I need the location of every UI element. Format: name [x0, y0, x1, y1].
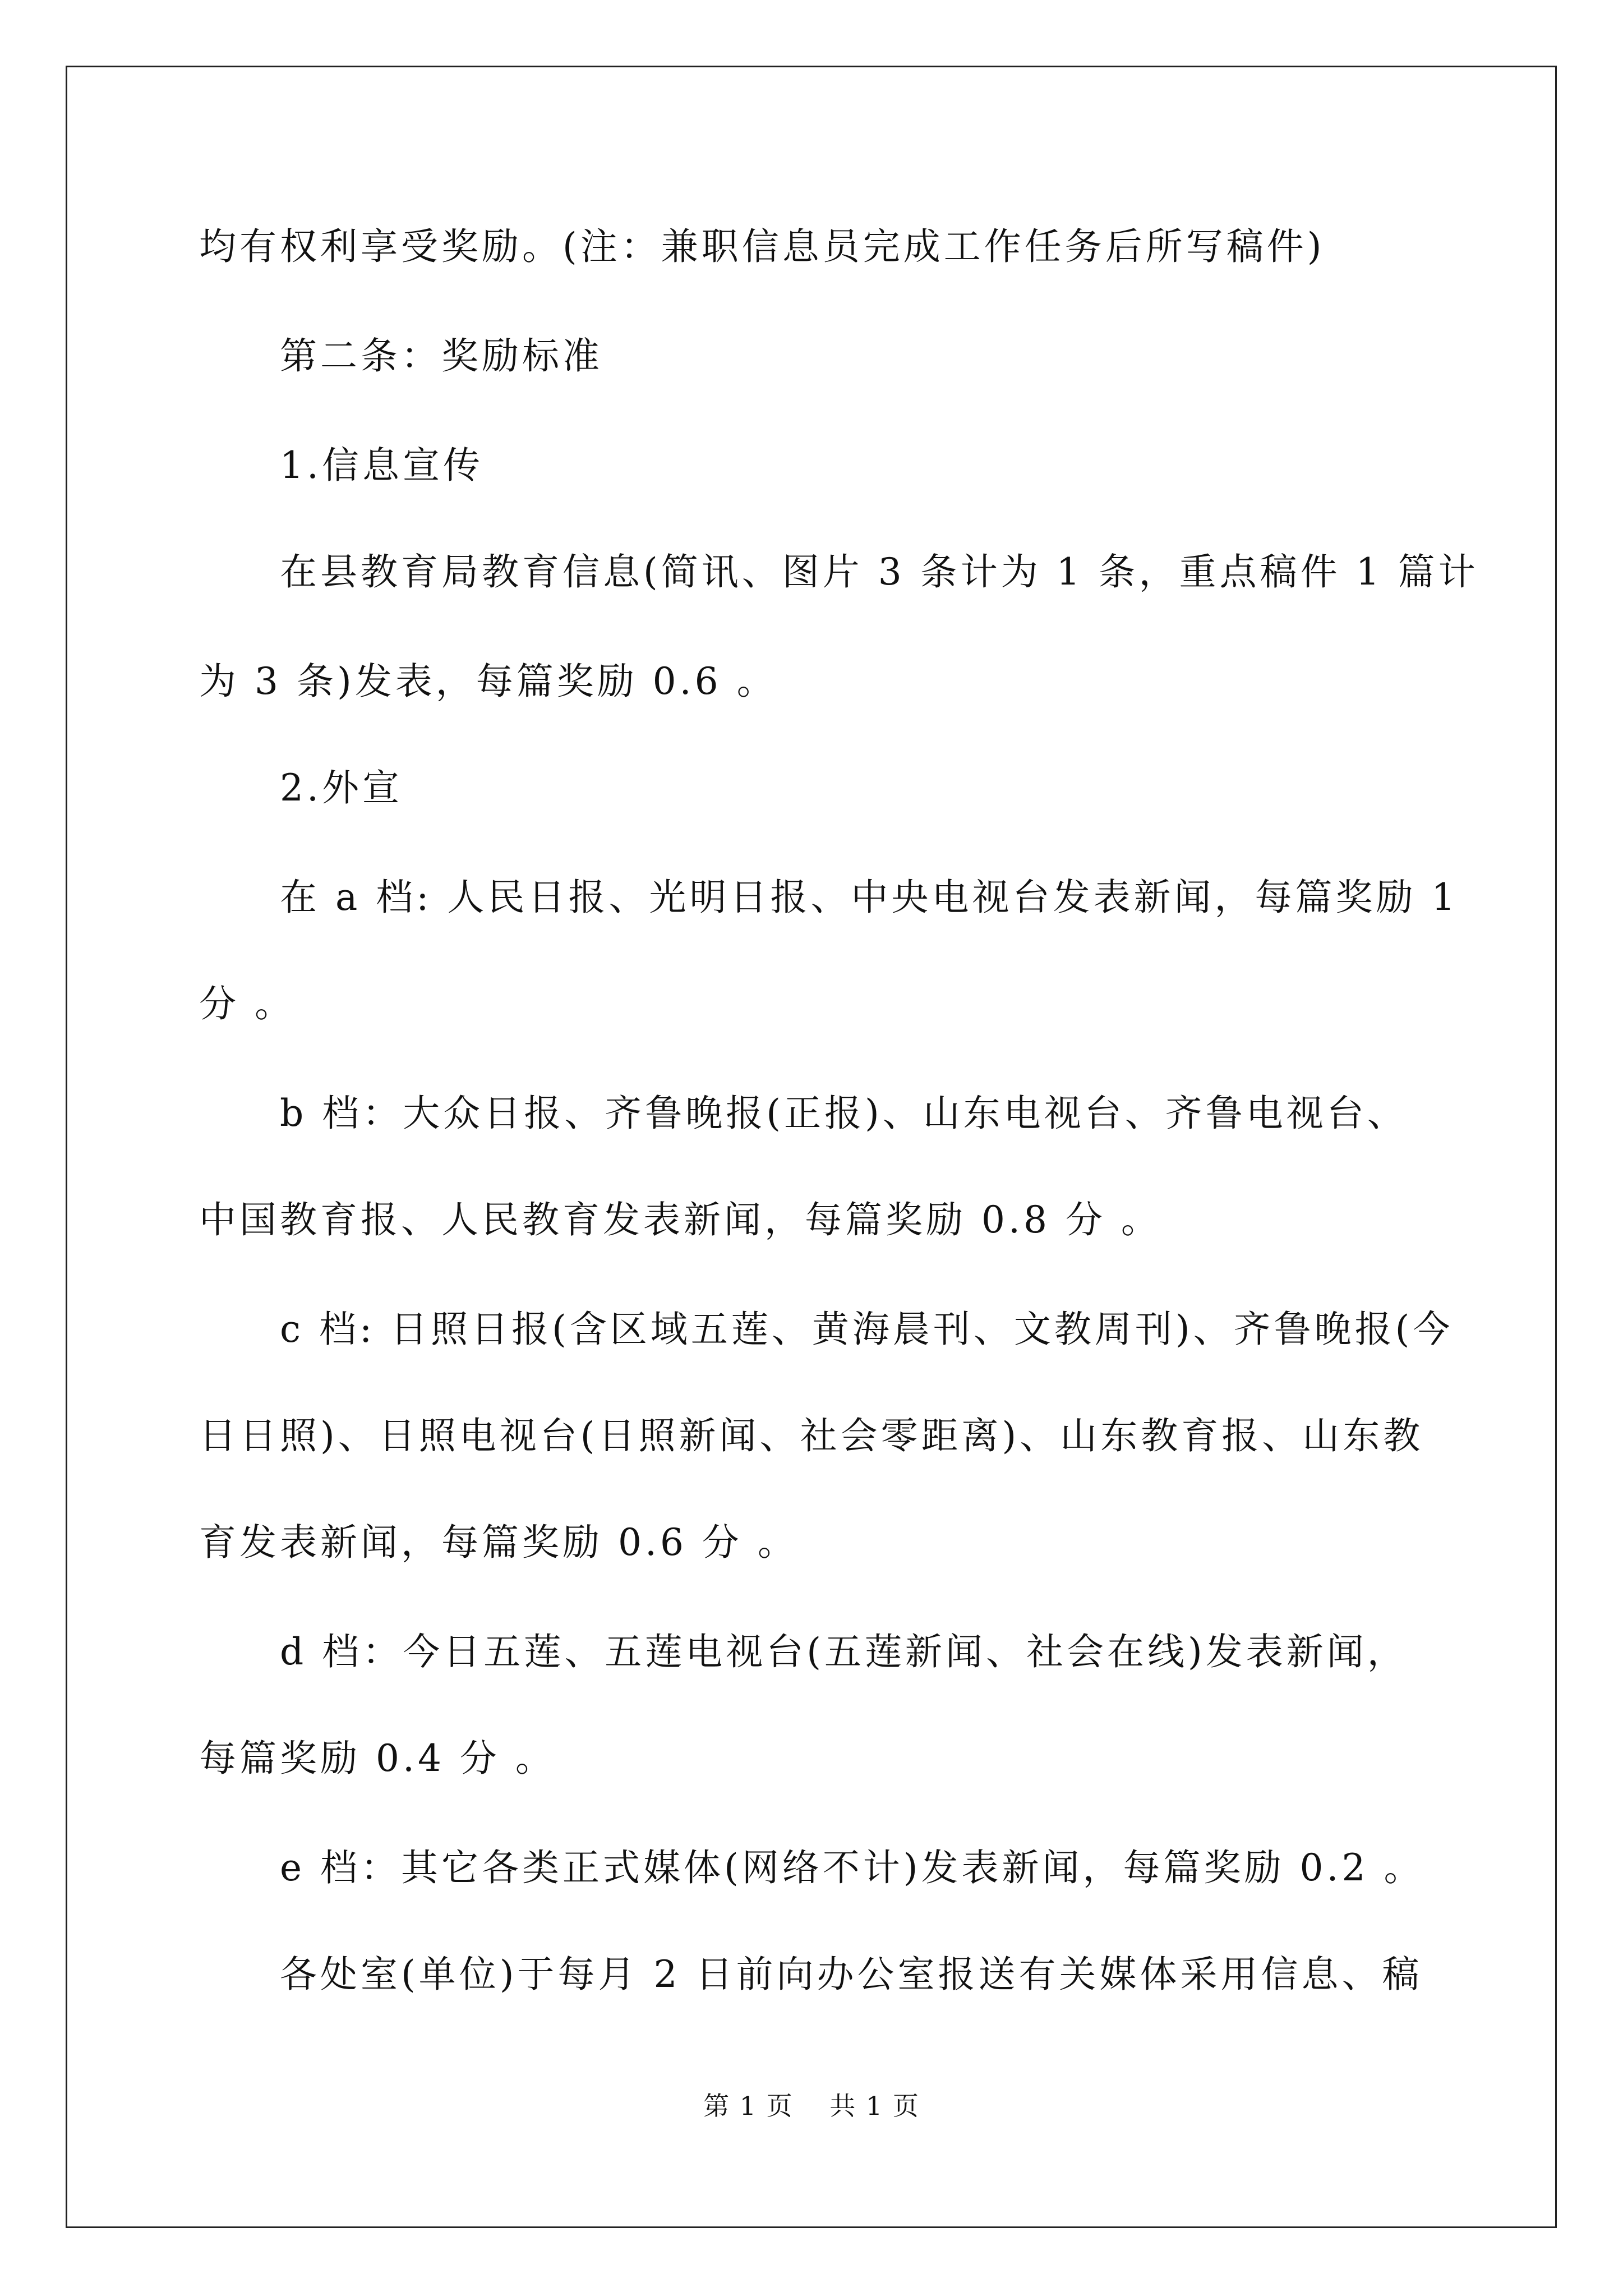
paragraph-line: 均有权利享受奖励。(注：兼职信息员完成工作任务后所写稿件) [199, 225, 1325, 268]
paragraph-line: 在 a 档: 人民日报、光明日报、中央电视台发表新闻，每篇奖励 1 [199, 876, 1459, 919]
paragraph-line: 分 。 [199, 982, 295, 1025]
paragraph-line: 为 3 条)发表，每篇奖励 0.6 。 [199, 660, 777, 703]
page-border [66, 66, 1557, 2228]
paragraph-line: 每篇奖励 0.4 分 。 [199, 1737, 556, 1780]
paragraph-line: c 档: 日照日报(含区域五莲、黄海晨刊、文教周刊)、齐鲁晚报(今 [199, 1308, 1454, 1351]
paragraph-line: 各处室(单位)于每月 2 日前向办公室报送有关媒体采用信息、稿 [199, 1953, 1423, 1996]
page-number-footer: 第 1 页 共 1 页 [703, 2091, 920, 2121]
paragraph-line: 2.外宣 [199, 766, 403, 809]
paragraph-line: b 档：大众日报、齐鲁晚报(正报)、山东电视台、齐鲁电视台、 [199, 1092, 1408, 1135]
paragraph-line: 日日照)、日照电视台(日照新闻、社会零距离)、山东教育报、山东教 [199, 1414, 1424, 1457]
paragraph-line: 中国教育报、人民教育发表新闻，每篇奖励 0.8 分 。 [199, 1198, 1161, 1241]
paragraph-line: 育发表新闻，每篇奖励 0.6 分 。 [199, 1521, 798, 1564]
paragraph-line: 第二条：奖励标准 [199, 334, 603, 378]
paragraph-line: e 档：其它各类正式媒体(网络不计)发表新闻，每篇奖励 0.2 。 [199, 1846, 1424, 1889]
paragraph-line: 1.信息宣传 [199, 444, 483, 487]
paragraph-line: 在县教育局教育信息(简讯、图片 3 条计为 1 条，重点稿件 1 篇计 [199, 550, 1479, 593]
paragraph-line: d 档：今日五莲、五莲电视台(五莲新闻、社会在线)发表新闻， [199, 1630, 1408, 1673]
